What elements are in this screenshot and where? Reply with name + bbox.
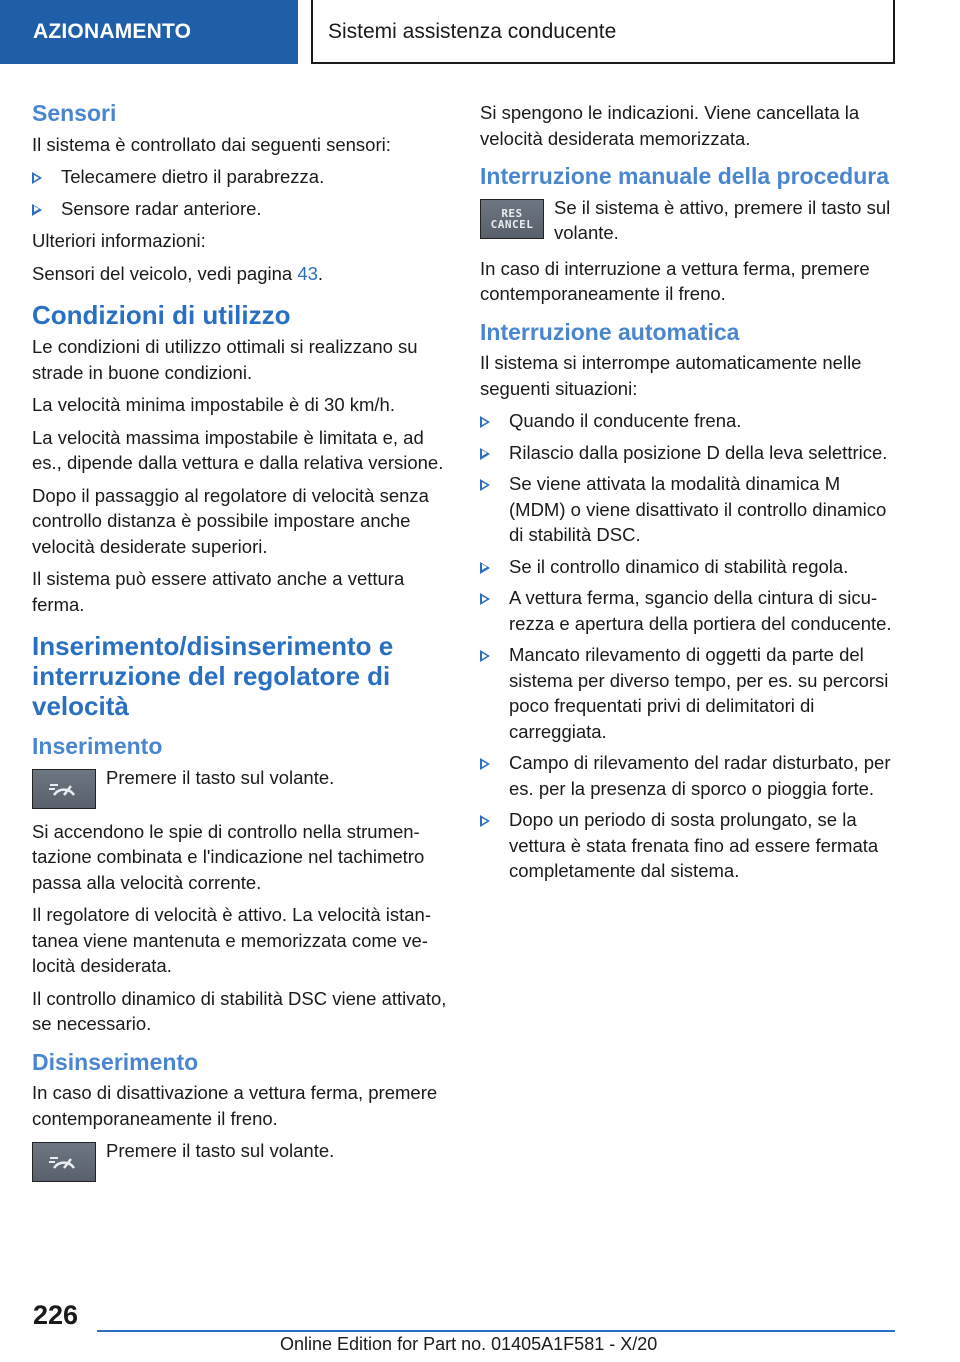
sensori-list (32, 164, 448, 221)
cruise-control-button-icon (32, 769, 96, 809)
disinserimento-heading: Disinserimento (32, 1048, 199, 1075)
right-column (480, 100, 896, 891)
list-item: Quando il conducente frena. (480, 408, 896, 434)
list-item: Se viene attivata la modalità dinamica M (MDM) o viene disattivato il controllo dinamico di stabilità DSC. (480, 471, 896, 548)
page-number: 226 (33, 1300, 79, 1330)
automatica-heading: Interruzione automatica (480, 318, 740, 345)
paragraph: In caso di disattivazione a vettura ferma, premere contemporaneamente il freno. (32, 1082, 438, 1129)
paragraph: La velocità minima impostabile è di 30 km/h. (32, 394, 395, 415)
triangle-bullet-icon (480, 562, 490, 574)
list-item: Se il controllo dinamico di stabilità regola. (480, 554, 896, 580)
paragraph: La velocità massima impostabile è limitata e, ad es., dipende dalla vettura e dalla relativa versione. (32, 426, 444, 473)
chapter-title: Sistemi assistenza conducente (311, 0, 895, 64)
list-item: A vettura ferma, sgancio della cintura di sicurezza e apertura della portiera del conducente. (480, 585, 896, 636)
res-cancel-button-icon: RES CANCEL (480, 199, 544, 239)
sensori-heading: Sensori (32, 100, 117, 126)
footer-divider (97, 1330, 895, 1332)
paragraph: Si accendono le spie di controllo nella strumentazione combinata e l'indicazione nel tachimetro passa alla velocità corrente. (32, 820, 425, 893)
disinserimento-icon-row (32, 1138, 448, 1182)
info-label: Ulteriori informazioni: (32, 230, 206, 251)
triangle-bullet-icon (480, 815, 490, 827)
manuale-heading: Interruzione manuale della procedura (480, 163, 889, 189)
triangle-bullet-icon (480, 448, 490, 460)
triangle-bullet-icon (480, 758, 490, 770)
paragraph: In caso di interruzione a vettura ferma, premere contemporaneamente il freno. (480, 257, 870, 304)
disinserimento-icon-text: Premere il tasto sul volante. (106, 1140, 335, 1161)
condizioni-heading: Condizioni di utilizzo (32, 300, 291, 330)
sensori-intro: Il sistema è controllato dai seguenti sensori: (32, 133, 391, 155)
manuale-icon-text: Se il sistema è attivo, premere il tasto sul volante. (554, 196, 891, 243)
triangle-bullet-icon (480, 593, 490, 605)
section-tab: AZIONAMENTO (0, 0, 298, 64)
paragraph: Le condizioni di utilizzo ottimali si realizzano su strade in buone condizioni. (32, 336, 418, 383)
inserimento-main-heading: Inserimento/disinserimento e interruzione del regolatore di velocità (32, 631, 394, 721)
manuale-icon-row (480, 195, 896, 246)
triangle-bullet-icon (480, 479, 490, 491)
cruise-control-button-icon (32, 1142, 96, 1182)
list-item: Telecamere dietro il parabrezza. (32, 164, 448, 190)
page-link[interactable]: 43 (297, 262, 318, 284)
list-item: Campo di rilevamento del radar disturbato, per es. per la presenza di sporco o pioggia forte. (480, 750, 896, 801)
list-item: Mancato rilevamento di oggetti da parte del sistema per diverso tempo, per es. su percorsi poco frequentati privi di delimitatori di carreggiata. (480, 642, 896, 744)
triangle-bullet-icon (480, 650, 490, 662)
paragraph: Il regolatore di velocità è attivo. La velocità istantanea viene mantenuta e memorizzata come velocità desiderata. (32, 904, 431, 976)
inserimento-heading: Inserimento (32, 733, 163, 759)
list-item: Dopo un periodo di sosta prolungato, se la vettura è stata frenata fino ad essere fermata completamente dal sistema. (480, 807, 896, 884)
paragraph: Il sistema può essere attivato anche a vettura ferma. (32, 568, 405, 615)
edition-text: Online Edition for Part no. 01405A1F581 - X/20 (280, 1334, 658, 1354)
paragraph: Il controllo dinamico di stabilità DSC viene attivato, se necessario. (32, 987, 447, 1034)
paragraph: Si spengono le indicazioni. Viene cancellata la velocità desiderata memorizzata. (480, 102, 860, 149)
inserimento-icon-row (32, 765, 448, 809)
left-column (32, 100, 448, 1192)
triangle-bullet-icon (480, 416, 490, 428)
info-reference: Sensori del veicolo, vedi pagina 43. (32, 262, 324, 284)
list-item: Rilascio dalla posizione D della leva selettrice. (480, 440, 896, 466)
automatica-list (480, 408, 896, 884)
triangle-bullet-icon (32, 204, 42, 216)
triangle-bullet-icon (32, 172, 42, 184)
list-item: Sensore radar anteriore. (32, 196, 448, 222)
inserimento-icon-text: Premere il tasto sul volante. (106, 766, 335, 788)
paragraph: Il sistema si interrompe automaticamente nelle seguenti situazioni: (480, 352, 862, 399)
paragraph: Dopo il passaggio al regolatore di velocità senza controllo distanza è possibile impostare anche velocità desiderate superiori. (32, 484, 429, 557)
